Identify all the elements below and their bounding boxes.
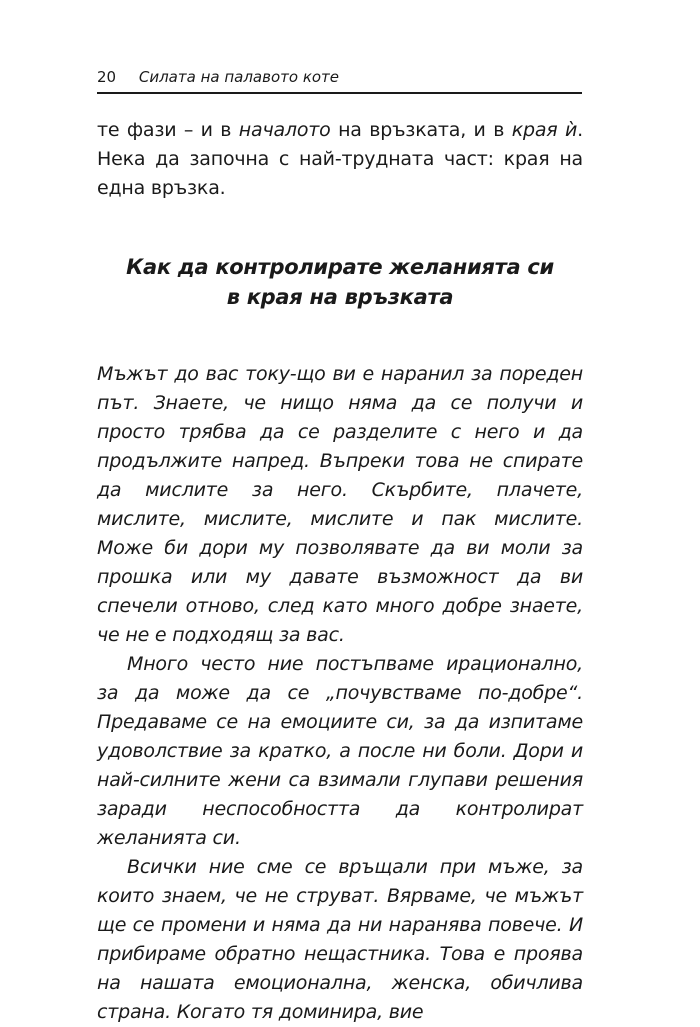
- running-title: Силата на палавото коте: [138, 68, 340, 86]
- continuation-text-1: те фази – и в: [97, 119, 239, 141]
- section-heading-line-2: в края на връзката: [226, 285, 454, 309]
- main-text: [97, 360, 583, 1027]
- continuation-text-2: на връзката, и в: [330, 119, 512, 141]
- paragraph-2: Много често ние постъпваме ирационално, за да може да се „почувстваме по-добре“. Предаваме се на емоциите си, за да изпитаме удоволствие за кратко, а после ни боли. Дори и най-силните жени са взимали глупави решения заради неспособността да контролират желанията си.: [97, 653, 583, 849]
- section-heading: [97, 252, 583, 312]
- paragraph-3: Всички ние сме се връщали при мъже, за които знаем, че не струват. Вярваме, че мъжът ще се промени и няма да ни наранява повече. И прибираме обратно нещастника. Това е проява на нашата емоционална, женска, обичлива страна. Когато тя доминира, вие: [97, 856, 583, 1023]
- continuation-emphasis-1: началото: [238, 119, 331, 141]
- paragraph-1: Мъжът до вас току-що ви е наранил за пореден път. Знаете, че нищо няма да се получи и просто трябва да се разделите с него и да продължите напред. Въпреки това не спирате да мислите за него. Скърбите, плачете, мислите, мислите, мислите и пак мислите. Може би дори му позволявате да ви моли за прошка или му давате възможност да ви спечели отново, след като много добре знаете, че не е подходящ за вас.: [97, 363, 583, 646]
- continuation-emphasis-2: края ѝ: [511, 119, 578, 141]
- continuation-text-3: . Нека да започна с най-трудната част: края на една връзка.: [97, 119, 583, 199]
- page-number: 20: [97, 68, 117, 86]
- page-header: [97, 66, 582, 94]
- section-heading-line-1: Как да контролирате желанията си: [126, 255, 554, 279]
- continuation-paragraph: [97, 116, 583, 203]
